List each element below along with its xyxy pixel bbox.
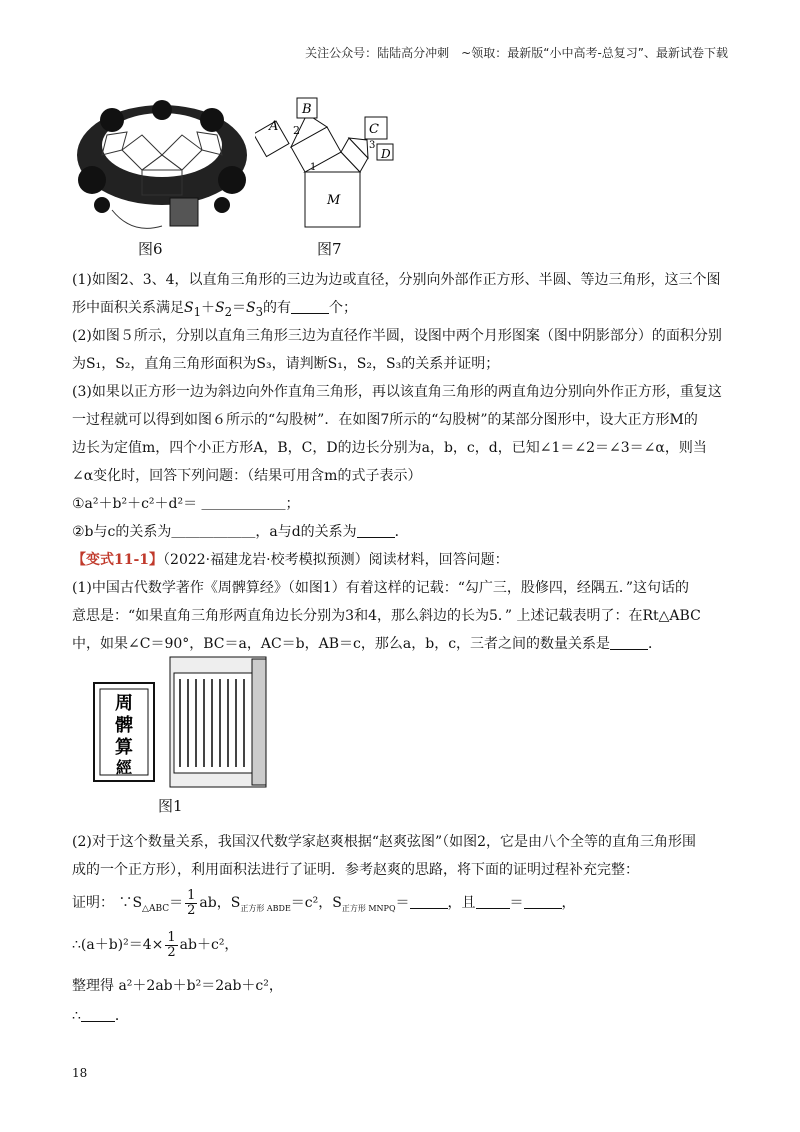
fig7-angle-2: 2 — [293, 124, 300, 137]
fig7-label-d: D — [381, 147, 391, 161]
figure-1-book-image — [92, 655, 270, 790]
fig7-label-m: M — [327, 193, 341, 208]
proof-blank-3[interactable] — [524, 894, 562, 909]
variant-relation-blank[interactable] — [610, 635, 648, 650]
proof-blank-1[interactable] — [410, 894, 448, 909]
q1-line2: 形中面积关系满足$S_1+S_2=S_3$的有 个； — [72, 300, 358, 319]
proof-line2: ∴(a＋b)²＝4× $\frac{1}{2}$ ab＋c²， — [72, 929, 239, 960]
fig7-label-c: C — [369, 122, 379, 137]
book-title-char-1: 周 — [115, 693, 133, 714]
half-fraction: $\frac{1}{2}$ — [187, 887, 196, 918]
proof-final-blank[interactable] — [81, 1007, 115, 1022]
variant-p5: 成的一个正方形），利用面积法进行了证明．参考赵爽的思路，将下面的证明过程补充完整： — [72, 862, 639, 878]
q1-answer-blank[interactable] — [291, 299, 329, 314]
book-title-char-2: 髀 — [115, 715, 133, 736]
q1-line1: (1)如图2、3、4，以直角三角形的三边为边或直径，分别向外部作正方形、半圆、等边三角形，这三个图 — [72, 272, 721, 288]
figure-1-caption: 图1 — [158, 797, 183, 815]
q3-line2: 一过程就可以得到如图６所示的“勾股树”．在如图7所示的“勾股树”的某部分图形中，设大正方形M的 — [72, 412, 698, 428]
q3-ad-blank[interactable] — [357, 523, 395, 538]
q2-line2: 为S₁，S₂，直角三角形面积为S₃，请判断S₁，S₂，S₃的关系并证明； — [72, 356, 500, 372]
page-number: 18 — [72, 1066, 88, 1080]
variant-p3: 中，如果∠C＝90°，BC＝a，AC＝b，AB＝c，那么a，b，c，三者之间的数量关系是 ． — [72, 636, 663, 652]
variant-p2: 意思是：“如果直角三角形两直角边长分别为3和4，那么斜边的长为5．” 上述记载表明了：在Rt△ABC — [72, 608, 701, 624]
figure-6-pythagoras-tree — [72, 100, 252, 240]
figure-7-diagram — [255, 92, 405, 237]
proof-blank-2[interactable] — [476, 894, 510, 909]
q3-line4: ∠α变化时，回答下列问题：（结果可用含m的式子表示） — [72, 468, 422, 484]
q3-part1: ①a²＋b²＋c²＋d²＝ ＿＿＿＿＿＿； — [72, 496, 300, 512]
proof-line4: ∴ ． — [72, 1008, 129, 1024]
page-header: 关注公众号：陆陆高分冲刺 ~领取：最新版“小中高考-总复习”、最新试卷下载 — [305, 46, 728, 60]
q3-part2: ②b与c的关系为＿＿＿＿＿＿，a与d的关系为 ． — [72, 524, 409, 540]
book-title-char-3: 算 — [115, 737, 133, 758]
proof-line1: 证明： $\because S_{\triangle ABC}=$ $\frac{1}{2}$ ab，$S_{正方形 ABDE}=c^2$，$S_{正方形 MNPQ}=$ ，且 ＝ ， — [72, 887, 576, 918]
figure-6-caption: 图6 — [138, 240, 163, 258]
fig7-label-b: B — [302, 102, 312, 117]
fig7-label-a: A — [269, 119, 279, 134]
q2-line1: (2)如图５所示，分别以直角三角形三边为直径作半圆，设图中两个月形图案（图中阴影部分）的面积分别 — [72, 328, 722, 344]
proof-line3: 整理得 a²＋2ab＋b²＝2ab＋c²， — [72, 978, 283, 994]
variant-p1: (1)中国古代数学著作《周髀算经》（如图1）有着这样的记载：“勾广三，股修四，经隅五．”这句话的 — [72, 580, 690, 596]
book-title-char-4: 經 — [115, 758, 133, 777]
variant-p4: (2)对于这个数量关系，我国汉代数学家赵爽根据“赵爽弦图”（如图2，它是由八个全等的直角三角形围 — [72, 834, 697, 850]
fig7-angle-1: 1 — [310, 162, 317, 173]
figure-7-caption: 图7 — [317, 240, 342, 258]
q3-line3: 边长为定值m，四个小正方形A，B，C，D的边长分别为a，b，c，d，已知∠1＝∠2＝∠3＝∠α，则当 — [72, 440, 707, 456]
variant-heading: 【变式11-1】（2022·福建龙岩·校考模拟预测）阅读材料，回答问题： — [72, 552, 509, 568]
q3-line1: (3)如果以正方形一边为斜边向外作直角三角形，再以该直角三角形的两直角边分别向外作正方形，重复这 — [72, 384, 722, 400]
fig7-angle-3: 3 — [369, 140, 376, 151]
